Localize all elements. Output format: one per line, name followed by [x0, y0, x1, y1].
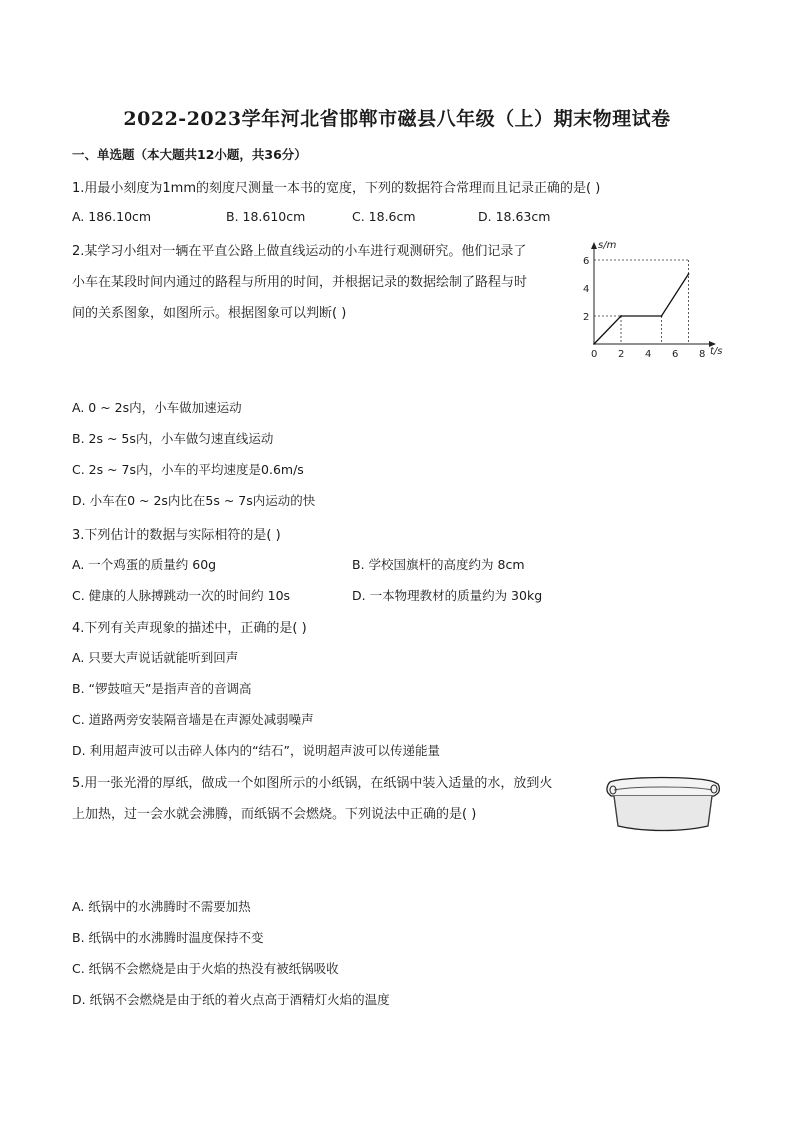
y-tick-label: 4: [583, 284, 590, 295]
graph-axes: [591, 242, 716, 347]
x-tick-label: 6: [672, 349, 679, 360]
y-tick-label: 6: [583, 256, 590, 267]
x-tick-label: 8: [699, 349, 706, 360]
x-axis-label: t/s: [710, 346, 723, 357]
series-point: [661, 315, 663, 317]
series-line: [594, 274, 689, 344]
question-3-option-d[interactable]: D. 一本物理教材的质量约为 30kg: [352, 588, 543, 603]
question-4-option-d[interactable]: D. 利用超声波可以击碎人体内的“结石”，说明超声波可以传递能量: [72, 743, 441, 758]
graph-tick-labels: [583, 240, 723, 360]
question-5-option-c[interactable]: C. 纸锅不会燃烧是由于火焰的热没有被纸锅吸收: [72, 961, 339, 976]
distance-time-graph-svg: [574, 238, 734, 366]
distance-time-graph: [574, 238, 734, 366]
y-tick-label: 2: [583, 312, 590, 323]
question-4-option-a[interactable]: A. 只要大声说话就能听到回声: [72, 650, 239, 665]
question-1-option-d[interactable]: D. 18.63cm: [478, 209, 551, 224]
question-4-option-b[interactable]: B. “锣鼓喧天”是指声音的音调高: [72, 681, 252, 696]
question-1-option-c[interactable]: C. 18.6cm: [352, 209, 416, 224]
y-axis-label: s/m: [598, 240, 617, 251]
question-5-option-a[interactable]: A. 纸锅中的水沸腾时不需要加热: [72, 899, 251, 914]
paper-pot-body: [614, 796, 712, 831]
question-2-stem-line-3: 间的关系图象，如图所示。根据图象可以判断( ): [72, 306, 347, 321]
graph-series: [593, 273, 689, 345]
question-5-option-b[interactable]: B. 纸锅中的水沸腾时温度保持不变: [72, 930, 264, 945]
question-3-option-c[interactable]: C. 健康的人脉搏跳动一次的时间约 10s: [72, 588, 291, 603]
question-2-option-b[interactable]: B. 2s ~ 5s内，小车做匀速直线运动: [72, 431, 274, 446]
graph-guide-lines: [594, 260, 689, 344]
question-1-option-b[interactable]: B. 18.610cm: [226, 209, 306, 224]
x-tick-label: 0: [591, 349, 598, 360]
question-1-stem: 1.用最小刻度为1mm的刻度尺测量一本书的宽度，下列的数据符合常理而且记录正确的是( ): [72, 181, 601, 196]
series-point: [620, 315, 622, 317]
question-2-option-d[interactable]: D. 小车在0 ~ 2s内比在5s ~ 7s内运动的快: [72, 493, 316, 508]
question-2-option-a[interactable]: A. 0 ~ 2s内，小车做加速运动: [72, 400, 242, 415]
paper-pot-svg: [604, 770, 724, 836]
question-2-stem-line-1: 2.某学习小组对一辆在平直公路上做直线运动的小车进行观测研究。他们记录了: [72, 244, 527, 259]
question-2-option-c[interactable]: C. 2s ~ 7s内，小车的平均速度是0.6m/s: [72, 462, 304, 477]
question-3-stem: 3.下列估计的数据与实际相符的是( ): [72, 528, 281, 543]
section-heading: 一、单选题（本大题共12小题，共36分）: [72, 147, 307, 162]
x-tick-label: 2: [618, 349, 625, 360]
x-tick-label: 4: [645, 349, 652, 360]
question-4-stem: 4.下列有关声现象的描述中，正确的是( ): [72, 621, 307, 636]
question-1-option-a[interactable]: A. 186.10cm: [72, 209, 152, 224]
series-point: [593, 343, 595, 345]
question-2-stem-line-2: 小车在某段时间内通过的路程与所用的时间，并根据记录的数据绘制了路程与时: [72, 275, 528, 290]
y-axis-arrow: [591, 242, 597, 249]
question-4-option-c[interactable]: C. 道路两旁安装隔音墙是在声源处减弱噪声: [72, 712, 314, 727]
question-3-option-b[interactable]: B. 学校国旗杆的高度约为 8cm: [352, 557, 525, 572]
page-title: 2022-2023学年河北省邯郸市磁县八年级（上）期末物理试卷: [123, 108, 671, 130]
series-point: [688, 273, 690, 275]
question-5-option-d[interactable]: D. 纸锅不会燃烧是由于纸的着火点高于酒精灯火焰的温度: [72, 992, 390, 1007]
paper-pot-illustration: [604, 770, 724, 836]
question-5-stem-line-1: 5.用一张光滑的厚纸，做成一个如图所示的小纸锅，在纸锅中装入适量的水，放到火: [72, 776, 553, 791]
question-3-option-a[interactable]: A. 一个鸡蛋的质量约 60g: [72, 557, 217, 572]
question-5-stem-line-2: 上加热，过一会水就会沸腾，而纸锅不会燃烧。下列说法中正确的是( ): [72, 807, 477, 822]
